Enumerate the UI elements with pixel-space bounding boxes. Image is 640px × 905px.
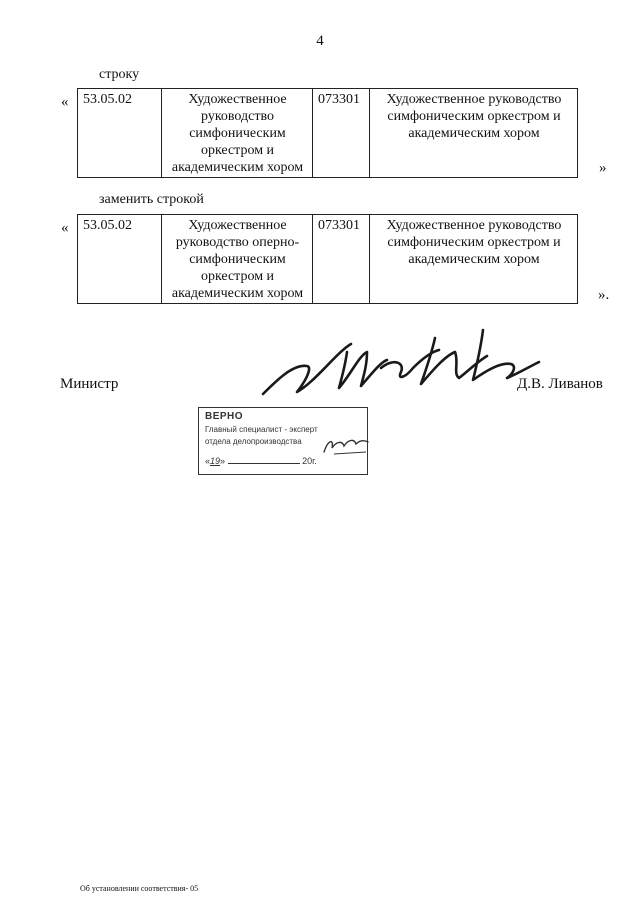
name-line: Художественное [188, 218, 287, 233]
qualification-line: симфоническим оркестром и [387, 109, 561, 124]
new-code-cell: 53.05.02 [78, 215, 162, 304]
stamp-position-line: Главный специалист - эксперт [205, 425, 318, 434]
handwritten-signature [255, 322, 545, 407]
stamp-signature [320, 432, 372, 460]
open-quote: « [61, 220, 69, 236]
name-line: академическим хором [171, 286, 304, 301]
old-name-cell [162, 89, 313, 178]
stamp-date-line [205, 456, 317, 466]
old-code-cell: 53.05.02 [78, 89, 162, 178]
new-number-cell: 073301 [313, 215, 370, 304]
qualification-line: симфоническим оркестром и [387, 235, 561, 250]
qualification-line: академическим хором [408, 126, 540, 141]
new-qualification-cell [370, 215, 578, 304]
name-line: оркестром и [200, 143, 275, 158]
after-label: заменить строкой [99, 192, 204, 207]
name-line: руководство [201, 109, 274, 124]
stamp-year-suffix: г. [312, 456, 317, 466]
qualification-line: Художественное руководство [386, 218, 562, 233]
stamp-title: ВЕРНО [205, 411, 244, 422]
old-qualification-cell [370, 89, 578, 178]
name-line: оркестром и [200, 269, 275, 284]
stamp-day: 19 [210, 456, 221, 466]
qualification-line: Художественное руководство [386, 92, 562, 107]
stamp-department-line: отдела делопроизводства [205, 437, 302, 446]
open-quote: « [61, 94, 69, 110]
new-row-table [77, 214, 578, 304]
table-row [78, 89, 578, 178]
name-line: руководство оперно- [175, 235, 300, 250]
name-line: симфоническим [189, 126, 286, 141]
name-line: академическим хором [171, 160, 304, 175]
stamp-date-quote-close: » [220, 456, 226, 466]
qualification-line: академическим хором [408, 252, 540, 267]
close-quote: » [599, 160, 607, 176]
signatory-name: Д.В. Ливанов [517, 376, 603, 392]
stamp-date-quote-open: « [205, 456, 211, 466]
name-line: Художественное [188, 92, 287, 107]
signatory-position: Министр [60, 376, 119, 392]
new-name-cell [162, 215, 313, 304]
page-number: 4 [316, 33, 324, 49]
old-number-cell: 073301 [313, 89, 370, 178]
stamp-year-prefix: 20 [302, 456, 313, 466]
close-quote: ». [598, 287, 610, 303]
old-row-table [77, 88, 578, 178]
before-label: строку [99, 67, 140, 82]
table-row [78, 215, 578, 304]
name-line: симфоническим [189, 252, 286, 267]
footer-note: Об установлении соответствия- 05 [80, 884, 199, 893]
stamp-month-blank [228, 463, 300, 464]
